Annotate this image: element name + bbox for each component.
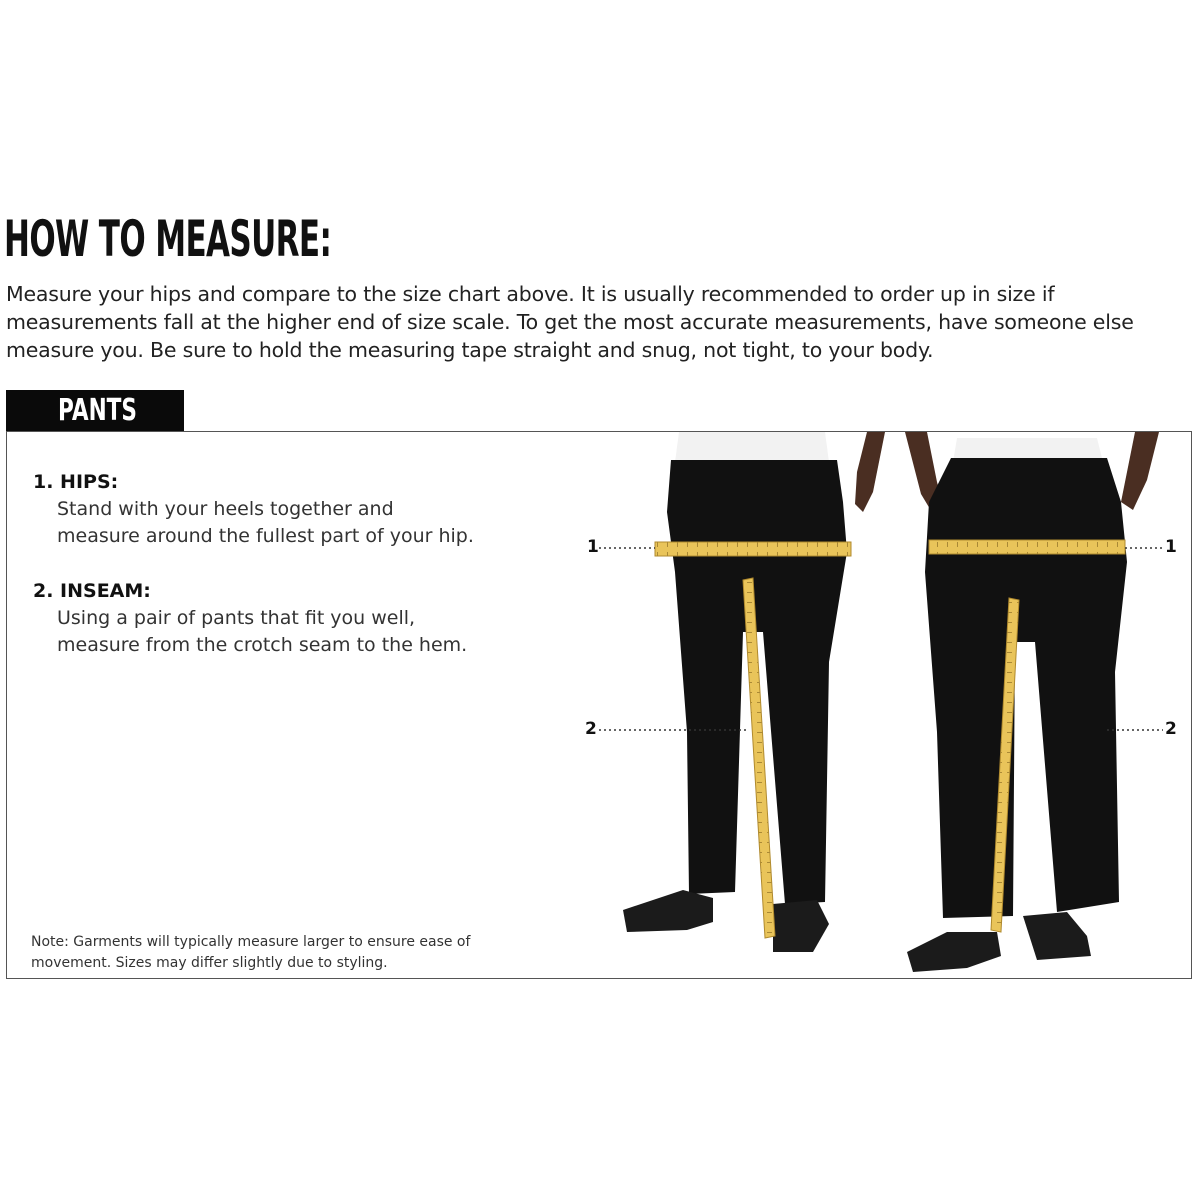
left-model xyxy=(623,432,885,952)
hip-tape xyxy=(655,542,851,556)
arm xyxy=(855,432,885,512)
step-inseam xyxy=(33,577,467,659)
hip-marker-right: 1 xyxy=(1165,537,1177,557)
measure-panel xyxy=(6,431,1192,979)
step-text-line: measure around the fullest part of your hip. xyxy=(57,525,474,547)
shoe xyxy=(907,932,1001,972)
step-heading: 2. INSEAM: xyxy=(33,580,151,602)
inseam-marker-right: 2 xyxy=(1165,719,1177,739)
pants-illustration xyxy=(567,432,1193,978)
shoe xyxy=(623,890,713,932)
shoe xyxy=(1023,912,1091,960)
shoe xyxy=(773,900,829,952)
pants xyxy=(925,458,1127,918)
step-text-line: measure from the crotch seam to the hem. xyxy=(57,634,468,656)
step-heading: 1. HIPS: xyxy=(33,471,119,493)
step-text-line: Using a pair of pants that fit you well, xyxy=(57,607,416,629)
inseam-marker-left: 2 xyxy=(585,719,597,739)
page-title: HOW TO MEASURE: xyxy=(4,210,332,268)
hip-marker-left: 1 xyxy=(587,537,599,557)
section-tab-pants xyxy=(6,390,184,432)
note-text: Note: Garments will typically measure larger to ensure ease of movement. Sizes may differ slightly due to styling. xyxy=(31,934,471,971)
right-model xyxy=(905,432,1159,972)
intro-paragraph: Measure your hips and compare to the size chart above. It is usually recommended to order up in size if measurements fall at the higher end of size scale. To get the most accurate measurements, have someone else measure you. Be sure to hold the measuring tape straight and snug, not tight, to your body. xyxy=(6,282,1134,362)
step-text-line: Stand with your heels together and xyxy=(57,498,394,520)
hip-tape xyxy=(929,540,1125,554)
section-label: PANTS xyxy=(58,393,137,428)
pants-figure xyxy=(567,432,1193,978)
step-hips xyxy=(33,468,474,550)
arm xyxy=(1121,432,1159,510)
shirt-hem xyxy=(675,432,829,462)
